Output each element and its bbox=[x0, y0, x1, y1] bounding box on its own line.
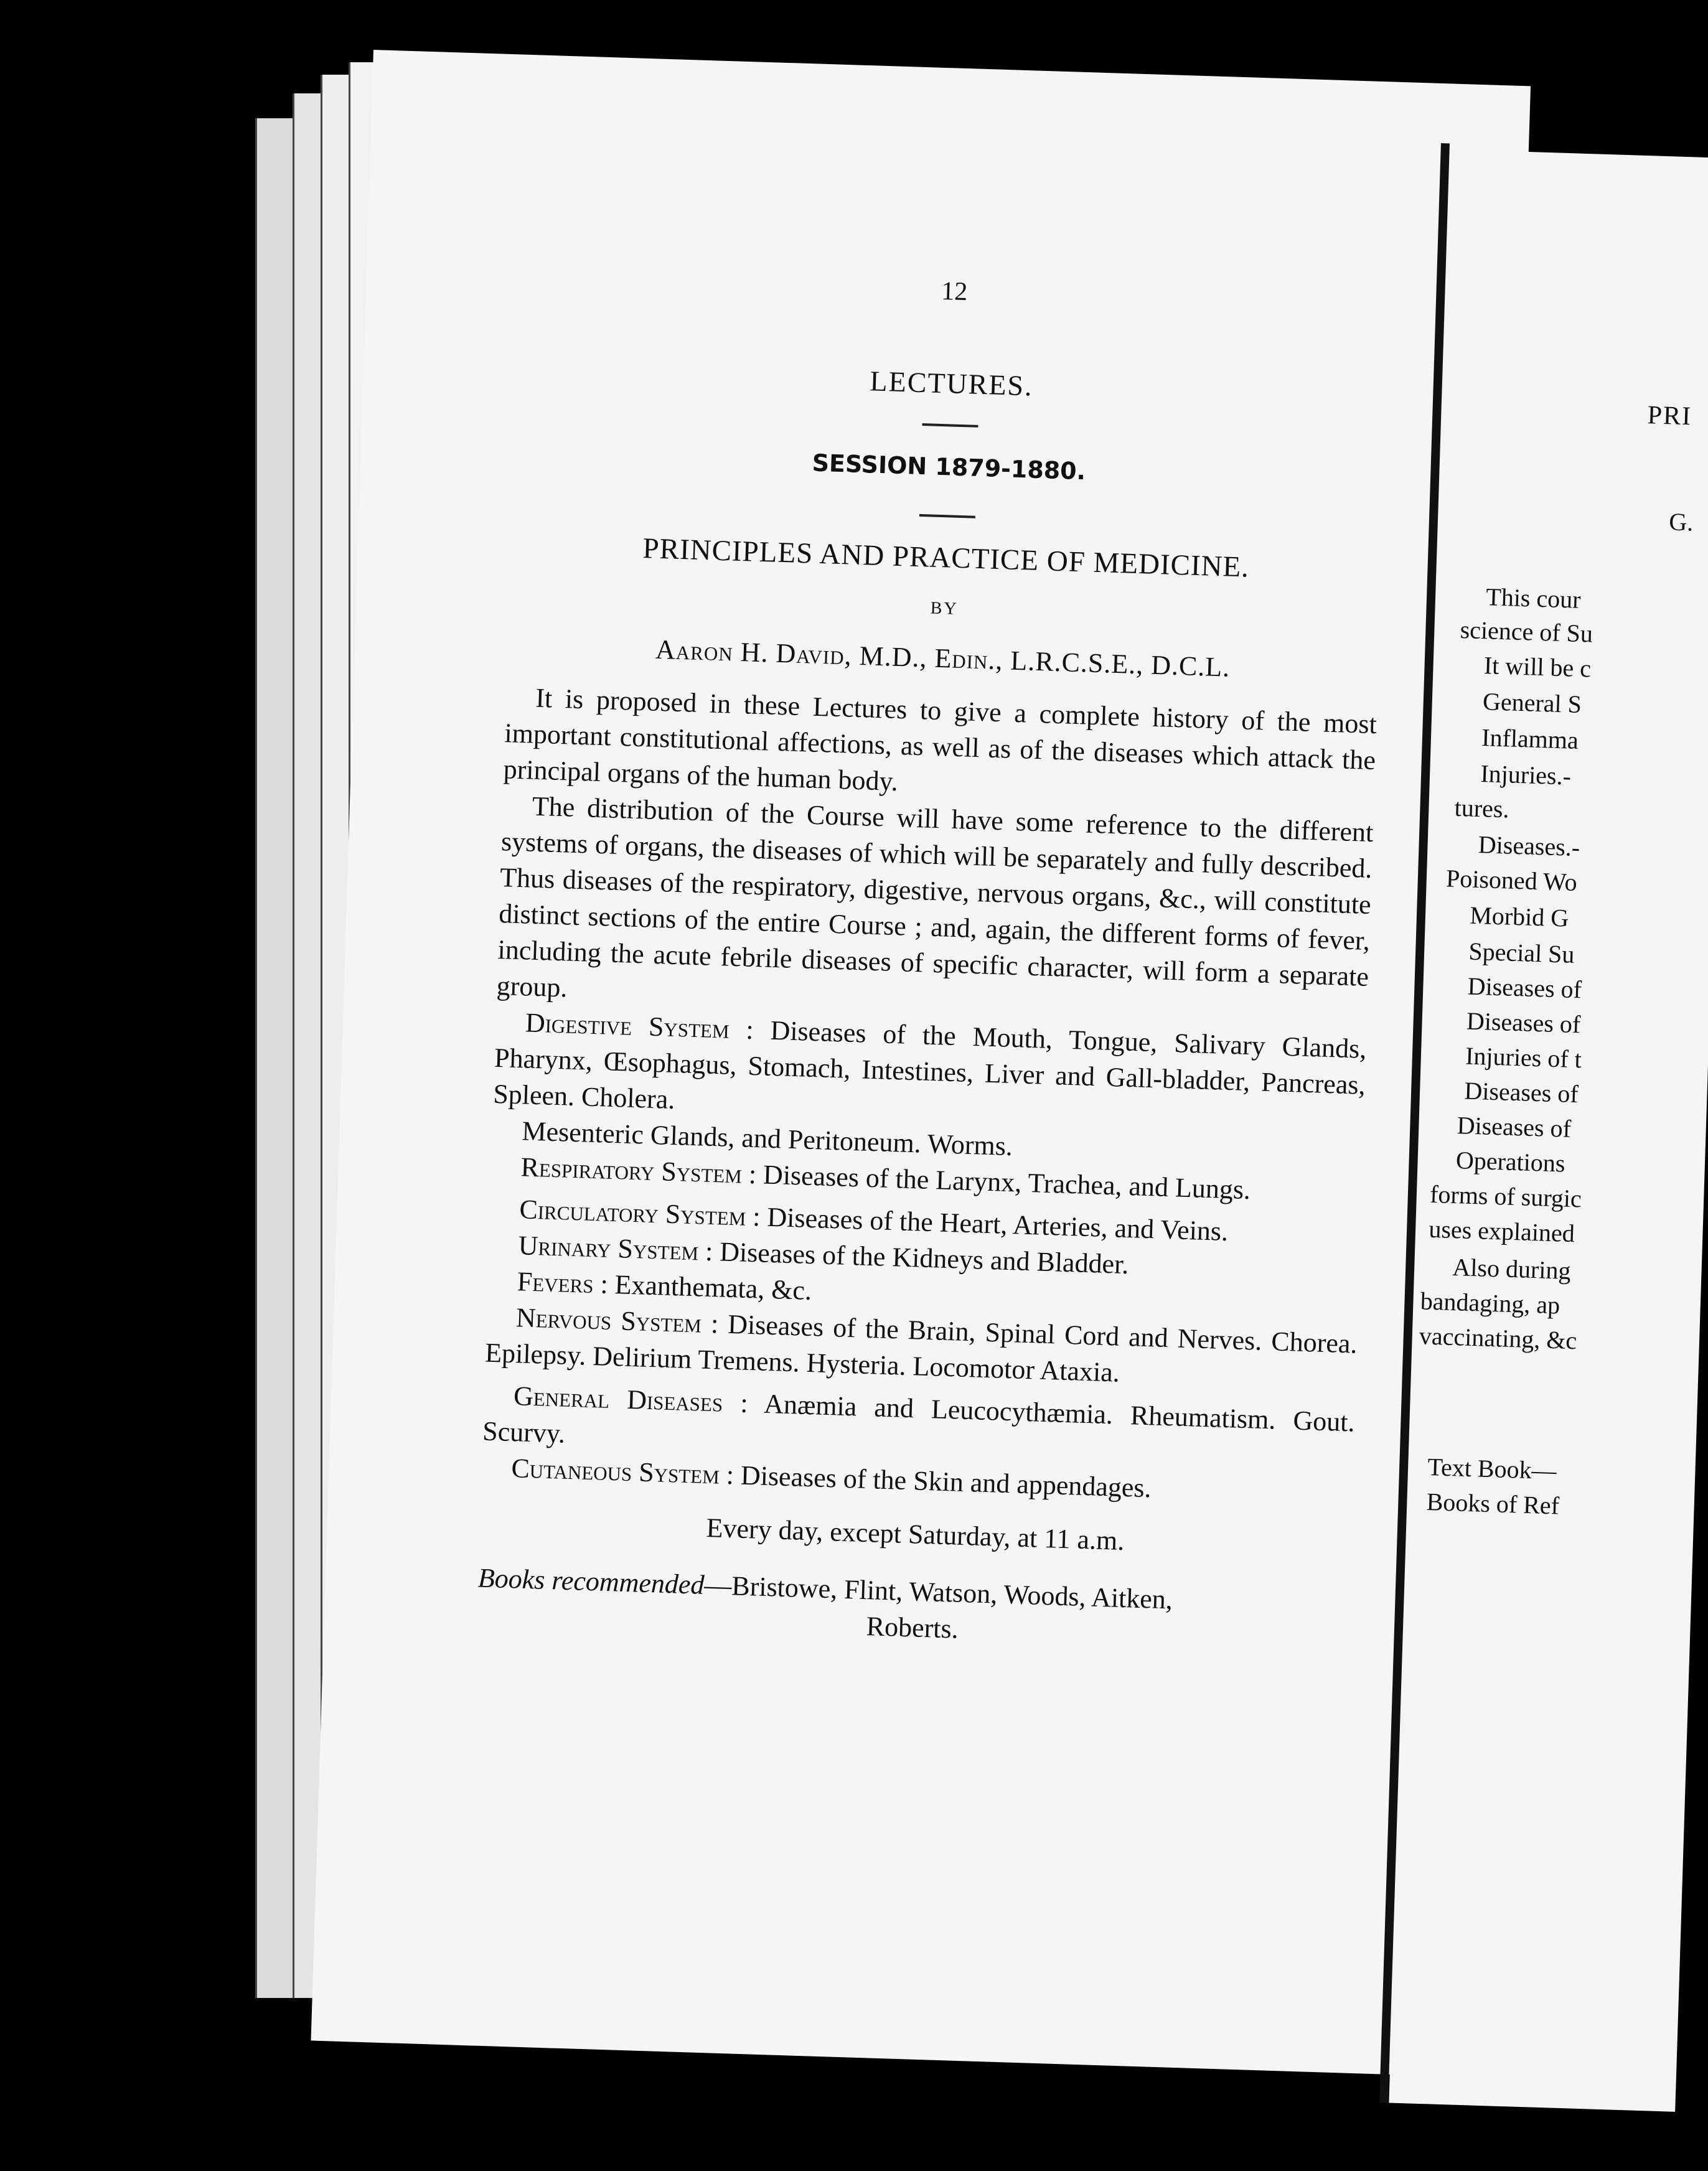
system-label: Cutaneous System : bbox=[510, 1453, 734, 1491]
system-label: General Diseases : bbox=[513, 1381, 749, 1418]
right-line: Inflamma bbox=[1481, 723, 1579, 754]
right-line: Morbid G bbox=[1469, 901, 1569, 932]
right-line: tures. bbox=[1454, 793, 1510, 823]
right-line: Diseases of bbox=[1463, 1076, 1579, 1109]
section-heading: LECTURES. bbox=[869, 365, 1034, 402]
right-line: Diseases of bbox=[1457, 1111, 1572, 1143]
system-label: Circulatory System : bbox=[518, 1194, 761, 1232]
lecture-schedule: Every day, except Saturday, at 11 a.m. bbox=[705, 1512, 1125, 1557]
system-label: Digestive System : bbox=[525, 1007, 754, 1045]
system-text: Exanthemata, &c. bbox=[607, 1268, 812, 1306]
right-heading: PRI bbox=[1647, 401, 1692, 431]
system-label: Nervous System : bbox=[515, 1302, 720, 1339]
right-line: Books of Ref bbox=[1426, 1487, 1560, 1520]
right-line: General S bbox=[1482, 687, 1582, 719]
system-text: Diseases of the Skin and appendages. bbox=[733, 1460, 1152, 1504]
right-line: Operations bbox=[1455, 1146, 1566, 1178]
books-label: Books recommended bbox=[477, 1562, 705, 1600]
right-line: Diseases of bbox=[1466, 1006, 1581, 1039]
system-text: Diseases of the Larynx, Trachea, and Lungs. bbox=[756, 1159, 1251, 1206]
books-list-continued: Roberts. bbox=[866, 1611, 959, 1644]
right-line: Text Book— bbox=[1427, 1452, 1557, 1485]
right-line: Poisoned Wo bbox=[1445, 864, 1578, 896]
system-text: Mesenteric Glands, and Peritoneum. Worms. bbox=[521, 1115, 1013, 1162]
system-label: Fevers : bbox=[517, 1266, 609, 1300]
page-content bbox=[476, 260, 1391, 1660]
system-text: Anæmia and Leucocythæmia. Rheumatism. Gout. Scurvy. bbox=[482, 1387, 1356, 1449]
system-text: Diseases of the Mouth, Tongue, Salivary Glands, Pharynx, Œsophagus, Stomach, Intestines, Liver and Gall-bladder, Pancreas, Spleen. Cholera. bbox=[492, 1014, 1368, 1115]
intro-paragraph: It is proposed in these Lectures to give a complete history of the most important constitutional affections, as well as of the diseases which attack the principal organs of the human body. bbox=[503, 682, 1377, 797]
right-line: Injuries.- bbox=[1480, 759, 1572, 790]
right-subheading: G. bbox=[1668, 507, 1694, 537]
right-line: Injuries of t bbox=[1465, 1041, 1582, 1074]
right-line: vaccinating, &c bbox=[1419, 1321, 1577, 1355]
by-label: BY bbox=[930, 598, 959, 619]
system-text: Diseases of the Kidneys and Bladder. bbox=[712, 1236, 1130, 1280]
left-page bbox=[311, 50, 1531, 2077]
system-text: Diseases of the Brain, Spinal Cord and Nerves. Chorea. Epilepsy. Delirium Tremens. Hysteria. Locomotor Ataxia. bbox=[484, 1308, 1358, 1388]
author-line: Aaron H. David, M.D., Edin., L.R.C.S.E., D.C.L. bbox=[655, 634, 1231, 683]
system-text: Diseases of the Heart, Arteries, and Veins. bbox=[759, 1201, 1229, 1247]
right-line: Diseases.- bbox=[1478, 830, 1580, 862]
right-line: bandaging, ap bbox=[1420, 1287, 1560, 1320]
course-title: PRINCIPLES AND PRACTICE OF MEDICINE. bbox=[642, 532, 1250, 584]
right-line: It will be c bbox=[1483, 651, 1592, 683]
divider bbox=[919, 514, 975, 518]
right-line: Also during bbox=[1452, 1253, 1572, 1285]
right-line: This cour bbox=[1485, 583, 1582, 614]
books-list: —Bristowe, Flint, Watson, Woods, Aitken, bbox=[703, 1569, 1173, 1615]
right-line: Special Su bbox=[1468, 937, 1575, 968]
distribution-paragraph: The distribution of the Course will have some reference to the different systems of organs, the diseases of which will be separately and fully described. Thus diseases of the respiratory, digestive, nervous organs, &c., will constitute distinct sections of the entire Course ; and, again, the different forms of fever, including the acute febrile diseases of specific character, will form a separate group. bbox=[496, 790, 1374, 1003]
system-label: Urinary System : bbox=[518, 1230, 714, 1267]
page-number: 12 bbox=[941, 276, 968, 307]
session-heading: SESSION 1879-1880. bbox=[812, 449, 1086, 485]
right-line: science of Su bbox=[1460, 615, 1593, 648]
right-line: Diseases of bbox=[1467, 972, 1582, 1004]
divider bbox=[922, 423, 978, 428]
system-label: Respiratory System : bbox=[520, 1151, 757, 1190]
right-line: forms of surgic bbox=[1429, 1179, 1582, 1213]
right-line: uses explained bbox=[1428, 1214, 1575, 1248]
